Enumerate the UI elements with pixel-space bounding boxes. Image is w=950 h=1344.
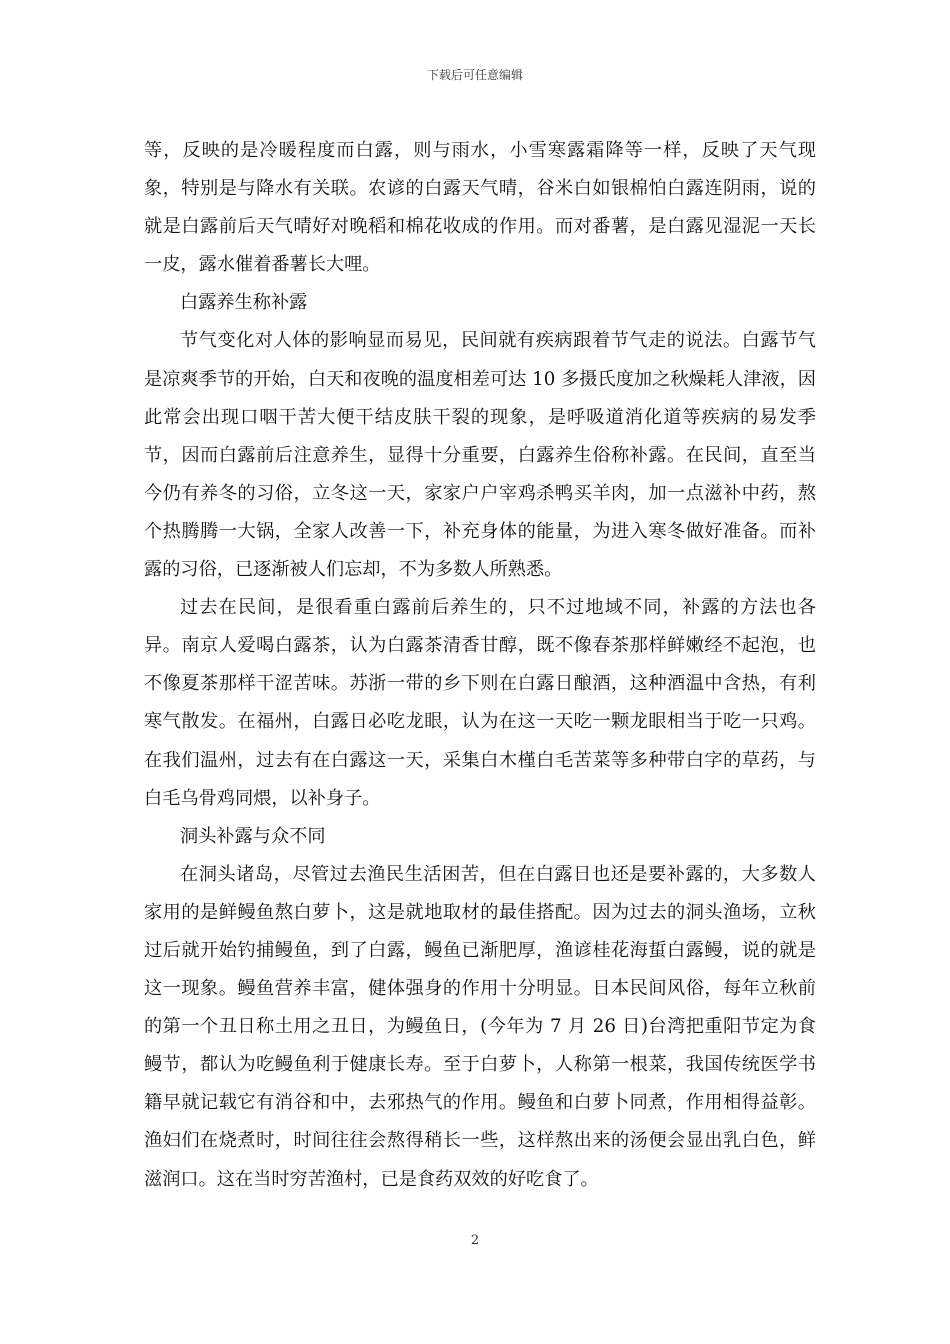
paragraph: 节气变化对人体的影响显而易见，民间就有疾病跟着节气走的说法。白露节气是凉爽季节的开始，白天和夜晚的温度相差可达 10 多摄氏度加之秋燥耗人津液，因此常会出现口咽干苦大便干结皮肤干裂的现象，是呼吸道消化道等疾病的易发季节，因而白露前后注意养生，显得十分重要，白露养生俗称补露。在民间，直至当今仍有养冬的习俗，立冬这一天，家家户户宰鸡杀鸭买羊肉，加一点滋补中药，熬个热腾腾一大锅，全家人改善一下，补充身体的能量，为进入寒冬做好准备。而补露的习俗，已逐渐被人们忘却，不为多数人所熟悉。 [144, 330, 816, 581]
page-number: 2 [470, 1233, 480, 1248]
paragraph: 在洞头诸岛，尽管过去渔民生活困苦，但在白露日也还是要补露的，大多数人家用的是鲜鳗鱼熬白萝卜，这是就地取材的最佳搭配。因为过去的洞头渔场，立秋过后就开始钓捕鳗鱼，到了白露，鳗鱼已渐肥厚，渔谚桂花海蜇白露鳗，说的就是这一现象。鳗鱼营养丰富，健体强身的作用十分明显。日本民间风俗，每年立秋前的第一个丑日称土用之丑日，为鳗鱼日，(今年为 7 月 26 日)台湾把重阳节定为食鳗节，都认为吃鳗鱼利于健康长寿。至于白萝卜，人称第一根菜，我国传统医学书籍早就记载它有消谷和中，去邪热气的作用。鳗鱼和白萝卜同煮，作用相得益彰。渔妇们在烧煮时，时间往往会熬得稍长一些，这样熬出来的汤便会显出乳白色，鲜滋润口。这在当时穷苦渔村，已是食药双效的好吃食了。 [144, 863, 816, 1190]
document-body [144, 132, 816, 1199]
paragraph: 过去在民间，是很看重白露前后养生的，只不过地域不同，补露的方法也各异。南京人爱喝白露茶，认为白露茶清香甘醇，既不像春茶那样鲜嫩经不起泡，也不像夏茶那样干涩苦味。苏浙一带的乡下则在白露日酿酒，这种酒温中含热，有利寒气散发。在福州，白露日必吃龙眼，认为在这一天吃一颗龙眼相当于吃一只鸡。在我们温州，过去有在白露这一天，采集白木槿白毛苦菜等多种带白字的草药，与白毛乌骨鸡同煨，以补身子。 [144, 597, 816, 809]
page-header: 下载后可任意编辑 [426, 68, 523, 82]
paragraph-continued: 等，反映的是冷暖程度而白露，则与雨水，小雪寒露霜降等一样，反映了天气现象，特别是与降水有关联。农谚的白露天气晴，谷米白如银棉怕白露连阴雨，说的就是白露前后天气晴好对晚稻和棉花收成的作用。而对番薯，是白露见湿泥一天长一皮，露水催着番薯长大哩。 [144, 140, 816, 276]
section-heading-bailu-yangsheng: 白露养生称补露 [180, 292, 308, 314]
section-heading-dongtou-bulu: 洞头补露与众不同 [180, 825, 326, 847]
